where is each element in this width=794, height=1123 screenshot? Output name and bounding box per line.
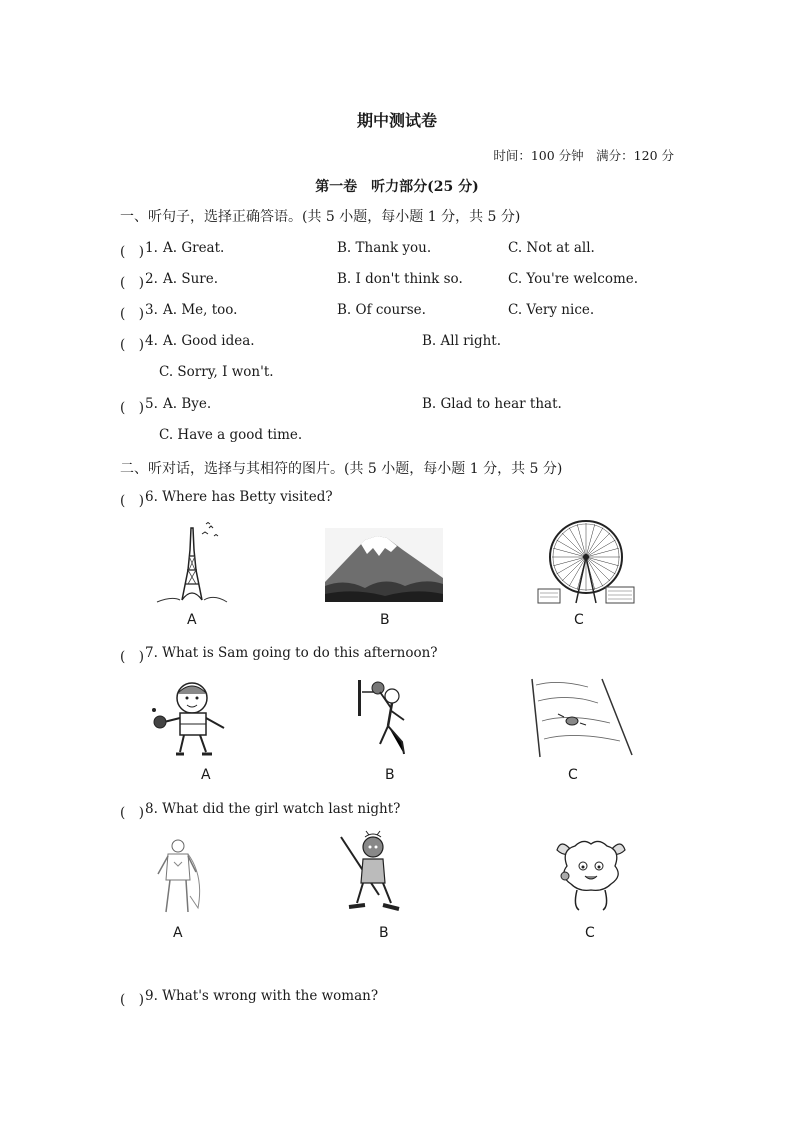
question-text: 8. What did the girl watch last night? (145, 801, 401, 817)
answer-blank[interactable]: ( ) (120, 275, 145, 291)
option-label: B (379, 925, 389, 941)
superman-icon (150, 836, 210, 916)
question-number: 4. (145, 333, 158, 349)
option-b: B. Thank you. (337, 240, 432, 256)
question-number: 2. (145, 271, 158, 287)
question-text: 6. Where has Betty visited? (145, 489, 333, 505)
option-a: A. Sure. (163, 271, 219, 287)
option-label: C (574, 612, 584, 628)
monkey-king-icon (335, 831, 407, 917)
option-c: C. Very nice. (508, 302, 595, 318)
answer-blank[interactable]: ( ) (120, 805, 145, 821)
question-number: 1. (145, 240, 158, 256)
wheel-spoke (586, 557, 619, 566)
option-label: B (385, 767, 395, 783)
option-a: A. Good idea. (163, 333, 255, 349)
answer-blank[interactable]: ( ) (120, 244, 145, 260)
wheel-spoke (586, 548, 619, 557)
option-b: B. Glad to hear that. (422, 396, 562, 412)
section2-heading: 二、听对话，选择与其相符的图片。(共 5 小题，每小题 1 分，共 5 分) (120, 461, 563, 477)
answer-blank[interactable]: ( ) (120, 400, 145, 416)
question-number: 5. (145, 396, 158, 412)
wheel-spoke (553, 557, 586, 566)
pleasant-goat-icon (553, 836, 629, 914)
mount-fuji-icon (325, 528, 443, 602)
option-a: A. Great. (163, 240, 225, 256)
option-a: A. Me, too. (163, 302, 238, 318)
option-label: A (187, 612, 197, 628)
option-c: C. Not at all. (508, 240, 595, 256)
ping-pong-boy-icon (150, 676, 242, 758)
answer-blank[interactable]: ( ) (120, 337, 145, 353)
option-b: B. Of course. (337, 302, 426, 318)
wheel-spoke (586, 524, 595, 557)
option-label: C (585, 925, 595, 941)
answer-blank[interactable]: ( ) (120, 306, 145, 322)
option-b: B. I don't think so. (337, 271, 463, 287)
option-b: B. All right. (422, 333, 502, 349)
option-c: C. Sorry, I won't. (159, 364, 274, 380)
question-text: 9. What's wrong with the woman? (145, 988, 379, 1004)
option-label: A (201, 767, 211, 783)
question-text: 7. What is Sam going to do this afternoon? (145, 645, 438, 661)
option-c: C. Have a good time. (159, 427, 303, 443)
answer-blank[interactable]: ( ) (120, 493, 145, 509)
exam-meta: 时间：100 分钟 满分：120 分 (493, 148, 674, 163)
ferris-wheel-icon (536, 517, 636, 607)
section1-heading: 一、听句子，选择正确答语。(共 5 小题，每小题 1 分，共 5 分) (120, 209, 521, 225)
option-c: C. You're welcome. (508, 271, 639, 287)
wheel-spoke (553, 548, 586, 557)
option-label: B (380, 612, 390, 628)
answer-blank[interactable]: ( ) (120, 649, 145, 665)
page-title: 期中测试卷 (356, 111, 437, 130)
swimming-pool-icon (528, 677, 634, 759)
option-a: A. Bye. (163, 396, 212, 412)
wheel-spoke (577, 524, 586, 557)
question-number: 3. (145, 302, 158, 318)
answer-blank[interactable]: ( ) (120, 992, 145, 1008)
option-label: C (568, 767, 578, 783)
basketball-player-icon (348, 676, 418, 758)
eiffel-tower-icon (152, 520, 232, 604)
option-label: A (173, 925, 183, 941)
part-title: 第一卷 听力部分(25 分) (315, 179, 479, 195)
